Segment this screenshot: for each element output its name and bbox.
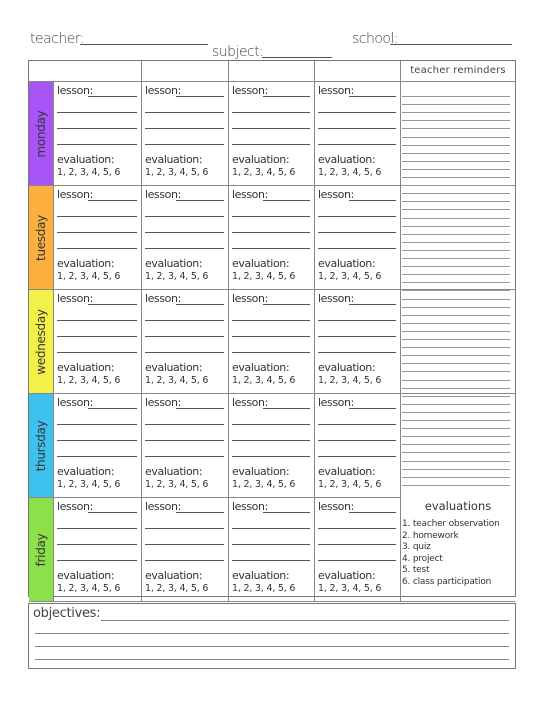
reminder-line[interactable] (402, 177, 510, 178)
lesson-field[interactable] (176, 512, 224, 513)
evaluation-scale[interactable]: 1, 2, 3, 4, 5, 6 (145, 167, 209, 178)
lesson-note-line[interactable] (57, 544, 137, 545)
lesson-note-line[interactable] (145, 232, 224, 233)
lesson-note-line[interactable] (57, 352, 137, 353)
lesson-note-line[interactable] (318, 112, 396, 113)
lesson-field[interactable] (349, 96, 396, 97)
lesson-field[interactable] (176, 200, 224, 201)
lesson-note-line[interactable] (318, 144, 396, 145)
lesson-note-line[interactable] (232, 528, 310, 529)
reminder-line[interactable] (402, 485, 510, 486)
lesson-note-line[interactable] (145, 320, 224, 321)
reminder-line[interactable] (402, 299, 510, 300)
lesson-note-line[interactable] (57, 440, 137, 441)
lesson-label: lesson: (318, 84, 354, 97)
lesson-cell (54, 290, 141, 394)
lesson-note-line[interactable] (145, 440, 224, 441)
lesson-cell (54, 82, 141, 186)
evaluation-item: 1. teacher observation (402, 519, 500, 529)
reminder-line[interactable] (402, 339, 510, 340)
lesson-note-line[interactable] (318, 216, 396, 217)
day-label-0 (29, 82, 53, 185)
lesson-note-line[interactable] (232, 248, 310, 249)
lesson-label: lesson: (145, 84, 181, 97)
lesson-note-line[interactable] (232, 440, 310, 441)
lesson-field[interactable] (88, 512, 137, 513)
lesson-note-line[interactable] (57, 128, 137, 129)
lesson-field[interactable] (263, 96, 310, 97)
lesson-field[interactable] (263, 512, 310, 513)
lesson-label: lesson: (318, 396, 354, 409)
evaluation-label: evaluation: (232, 465, 290, 478)
lesson-field[interactable] (349, 304, 396, 305)
evaluation-scale[interactable]: 1, 2, 3, 4, 5, 6 (145, 271, 209, 282)
day-name: tuesday (34, 214, 48, 261)
lesson-field[interactable] (263, 200, 310, 201)
evaluation-item: 6. class participation (402, 577, 492, 587)
lesson-cell (229, 82, 314, 186)
reminder-line[interactable] (402, 209, 510, 210)
reminder-line[interactable] (402, 112, 510, 113)
lesson-note-line[interactable] (232, 232, 310, 233)
lesson-note-line[interactable] (318, 128, 396, 129)
reminder-line[interactable] (402, 477, 510, 478)
lesson-note-line[interactable] (145, 528, 224, 529)
lesson-field[interactable] (176, 408, 224, 409)
lesson-label: lesson: (57, 84, 93, 97)
evaluation-item: 3. quiz (402, 542, 431, 553)
lesson-note-line[interactable] (57, 320, 137, 321)
reminder-line[interactable] (402, 153, 510, 154)
evaluation-label: evaluation: (318, 361, 376, 374)
lesson-field[interactable] (176, 96, 224, 97)
evaluation-label: evaluation: (57, 153, 115, 166)
reminder-line[interactable] (402, 452, 510, 453)
lesson-note-line[interactable] (57, 424, 137, 425)
lesson-field[interactable] (88, 408, 137, 409)
lesson-label: lesson: (145, 396, 181, 409)
evaluation-item: 4. project (402, 553, 443, 564)
lesson-note-line[interactable] (145, 456, 224, 457)
reminder-line[interactable] (402, 193, 510, 194)
lesson-note-line[interactable] (318, 544, 396, 545)
lesson-note-line[interactable] (318, 320, 396, 321)
lesson-field[interactable] (349, 200, 396, 201)
day-label-1 (29, 186, 53, 289)
reminder-line[interactable] (402, 96, 510, 97)
lesson-note-line[interactable] (57, 528, 137, 529)
reminder-line[interactable] (402, 266, 510, 267)
evaluation-label: evaluation: (145, 153, 203, 166)
lesson-cell (54, 498, 141, 602)
lesson-label: lesson: (232, 84, 268, 97)
reminder-line[interactable] (402, 128, 510, 129)
lesson-note-line[interactable] (145, 248, 224, 249)
reminder-line[interactable] (402, 145, 510, 146)
lesson-field[interactable] (88, 304, 137, 305)
lesson-note-line[interactable] (318, 424, 396, 425)
reminder-line[interactable] (402, 274, 510, 275)
evaluation-label: evaluation: (57, 465, 115, 478)
reminder-line[interactable] (402, 396, 510, 397)
reminder-line[interactable] (402, 469, 510, 470)
day-name: friday (34, 533, 48, 566)
reminder-line[interactable] (402, 169, 510, 170)
lesson-label: lesson: (57, 188, 93, 201)
evaluation-label: evaluation: (318, 465, 376, 478)
reminder-line[interactable] (402, 355, 510, 356)
reminder-line[interactable] (402, 388, 510, 389)
objectives-box (28, 603, 516, 669)
lesson-label: lesson: (57, 396, 93, 409)
reminders-title: teacher reminders (410, 65, 506, 76)
lesson-cell (142, 186, 228, 290)
lesson-label: lesson: (318, 188, 354, 201)
lesson-note-line[interactable] (57, 456, 137, 457)
evaluation-label: evaluation: (318, 153, 376, 166)
lesson-field[interactable] (263, 304, 310, 305)
lesson-cell (54, 186, 141, 290)
evaluation-scale[interactable]: 1, 2, 3, 4, 5, 6 (145, 583, 209, 594)
objectives-line[interactable] (35, 659, 509, 660)
evaluation-item: 2. homework (402, 530, 459, 541)
evaluation-label: evaluation: (145, 569, 203, 582)
evaluation-label: evaluation: (318, 257, 376, 270)
evaluations-legend (400, 499, 516, 519)
lesson-note-line[interactable] (232, 128, 310, 129)
lesson-label: lesson: (318, 500, 354, 513)
lesson-note-line[interactable] (318, 248, 396, 249)
evaluation-item: 5. test (402, 565, 430, 576)
lesson-note-line[interactable] (145, 424, 224, 425)
day-label-4 (29, 498, 53, 601)
reminder-line[interactable] (402, 120, 510, 121)
lesson-label: lesson: (232, 292, 268, 305)
evaluation-label: evaluation: (232, 569, 290, 582)
reminder-line[interactable] (402, 258, 510, 259)
lesson-note-line[interactable] (57, 216, 137, 217)
reminder-line[interactable] (402, 137, 510, 138)
evaluations-title: evaluations (424, 499, 492, 513)
reminder-line[interactable] (402, 282, 510, 283)
lesson-note-line[interactable] (145, 128, 224, 129)
lesson-cell (229, 186, 314, 290)
reminder-line[interactable] (402, 234, 510, 235)
lesson-label: lesson: (57, 292, 93, 305)
evaluation-label: evaluation: (232, 153, 290, 166)
evaluation-scale[interactable]: 1, 2, 3, 4, 5, 6 (232, 583, 296, 594)
evaluation-scale[interactable]: 1, 2, 3, 4, 5, 6 (232, 479, 296, 490)
lesson-note-line[interactable] (232, 560, 310, 561)
lesson-note-line[interactable] (57, 144, 137, 145)
lesson-note-line[interactable] (145, 544, 224, 545)
reminder-line[interactable] (402, 420, 510, 421)
reminder-line[interactable] (402, 444, 510, 445)
school-label: school: (352, 31, 399, 47)
evaluation-label: evaluation: (145, 361, 203, 374)
reminder-line[interactable] (402, 404, 510, 405)
lesson-note-line[interactable] (318, 528, 396, 529)
reminder-line[interactable] (402, 104, 510, 105)
reminder-line[interactable] (402, 380, 510, 381)
objectives-label: objectives: (33, 606, 101, 621)
evaluation-label: evaluation: (145, 465, 203, 478)
lesson-cell (229, 290, 314, 394)
reminders-header (400, 61, 516, 81)
lesson-note-line[interactable] (318, 352, 396, 353)
lesson-cell (229, 394, 314, 498)
lesson-note-line[interactable] (145, 144, 224, 145)
evaluation-scale[interactable]: 1, 2, 3, 4, 5, 6 (318, 167, 382, 178)
lesson-cell (54, 394, 141, 498)
lesson-label: lesson: (145, 292, 181, 305)
day-name: monday (34, 110, 48, 157)
lesson-field[interactable] (349, 408, 396, 409)
evaluation-scale[interactable]: 1, 2, 3, 4, 5, 6 (145, 375, 209, 386)
lesson-cell (315, 186, 400, 290)
lesson-label: lesson: (145, 500, 181, 513)
reminder-line[interactable] (402, 428, 510, 429)
evaluation-label: evaluation: (57, 257, 115, 270)
objectives-line[interactable] (35, 633, 509, 634)
lesson-note-line[interactable] (232, 216, 310, 217)
lesson-label: lesson: (57, 500, 93, 513)
lesson-note-line[interactable] (145, 216, 224, 217)
lesson-cell (315, 394, 400, 498)
reminder-line[interactable] (402, 412, 510, 413)
lesson-note-line[interactable] (318, 440, 396, 441)
evaluation-scale[interactable]: 1, 2, 3, 4, 5, 6 (57, 167, 121, 178)
lesson-label: lesson: (232, 188, 268, 201)
lesson-note-line[interactable] (145, 112, 224, 113)
reminder-line[interactable] (402, 315, 510, 316)
evaluation-scale[interactable]: 1, 2, 3, 4, 5, 6 (318, 583, 382, 594)
reminder-line[interactable] (402, 201, 510, 202)
evaluation-scale[interactable]: 1, 2, 3, 4, 5, 6 (318, 479, 382, 490)
reminder-line[interactable] (402, 347, 510, 348)
lesson-note-line[interactable] (145, 352, 224, 353)
lesson-note-line[interactable] (232, 456, 310, 457)
lesson-label: lesson: (232, 396, 268, 409)
evaluation-scale[interactable]: 1, 2, 3, 4, 5, 6 (145, 479, 209, 490)
evaluation-scale[interactable]: 1, 2, 3, 4, 5, 6 (318, 375, 382, 386)
teacher-label: teacher: (30, 31, 85, 47)
lesson-cell (142, 82, 228, 186)
lesson-note-line[interactable] (232, 544, 310, 545)
lesson-label: lesson: (232, 500, 268, 513)
lesson-note-line[interactable] (57, 232, 137, 233)
evaluation-scale[interactable]: 1, 2, 3, 4, 5, 6 (57, 271, 121, 282)
lesson-cell (142, 498, 228, 602)
lesson-cell (315, 82, 400, 186)
column-divider (400, 61, 401, 601)
subject-field[interactable] (262, 57, 332, 58)
lesson-cell (229, 498, 314, 602)
lesson-field[interactable] (88, 96, 137, 97)
reminder-line[interactable] (402, 161, 510, 162)
evaluation-scale[interactable]: 1, 2, 3, 4, 5, 6 (57, 583, 121, 594)
reminder-line[interactable] (402, 323, 510, 324)
lesson-cell (142, 394, 228, 498)
day-name: thursday (34, 420, 48, 471)
reminder-line[interactable] (402, 307, 510, 308)
evaluation-scale[interactable]: 1, 2, 3, 4, 5, 6 (232, 167, 296, 178)
school-field[interactable] (390, 44, 512, 45)
lesson-field[interactable] (349, 512, 396, 513)
lesson-note-line[interactable] (57, 248, 137, 249)
reminder-line[interactable] (402, 218, 510, 219)
planner-grid (28, 60, 516, 597)
lesson-note-line[interactable] (57, 112, 137, 113)
reminder-line[interactable] (402, 331, 510, 332)
lesson-cell (142, 290, 228, 394)
reminder-line[interactable] (402, 250, 510, 251)
lesson-cell (315, 290, 400, 394)
reminder-line[interactable] (402, 461, 510, 462)
reminder-line[interactable] (402, 226, 510, 227)
objectives-line[interactable] (35, 646, 509, 647)
lesson-note-line[interactable] (232, 320, 310, 321)
lesson-note-line[interactable] (232, 336, 310, 337)
lesson-note-line[interactable] (57, 560, 137, 561)
evaluation-scale[interactable]: 1, 2, 3, 4, 5, 6 (232, 271, 296, 282)
lesson-note-line[interactable] (145, 560, 224, 561)
day-name: wednesday (34, 308, 48, 375)
day-label-3 (29, 394, 53, 497)
evaluation-label: evaluation: (57, 361, 115, 374)
evaluation-label: evaluation: (232, 361, 290, 374)
evaluation-label: evaluation: (57, 569, 115, 582)
reminder-line[interactable] (402, 363, 510, 364)
lesson-note-line[interactable] (318, 456, 396, 457)
lesson-label: lesson: (145, 188, 181, 201)
evaluation-scale[interactable]: 1, 2, 3, 4, 5, 6 (232, 375, 296, 386)
subject-label: subject: (212, 44, 264, 60)
lesson-note-line[interactable] (57, 336, 137, 337)
lesson-label: lesson: (318, 292, 354, 305)
lesson-note-line[interactable] (232, 144, 310, 145)
lesson-note-line[interactable] (318, 336, 396, 337)
evaluation-label: evaluation: (232, 257, 290, 270)
lesson-note-line[interactable] (232, 112, 310, 113)
evaluation-label: evaluation: (318, 569, 376, 582)
lesson-cell (315, 498, 400, 602)
lesson-note-line[interactable] (232, 424, 310, 425)
reminder-line[interactable] (402, 290, 510, 291)
lesson-field[interactable] (88, 200, 137, 201)
lesson-note-line[interactable] (232, 352, 310, 353)
objectives-line[interactable] (101, 620, 509, 621)
lesson-note-line[interactable] (145, 336, 224, 337)
day-label-2 (29, 290, 53, 393)
evaluation-scale[interactable]: 1, 2, 3, 4, 5, 6 (318, 271, 382, 282)
evaluation-label: evaluation: (145, 257, 203, 270)
evaluation-scale[interactable]: 1, 2, 3, 4, 5, 6 (57, 375, 121, 386)
reminder-line[interactable] (402, 371, 510, 372)
lesson-field[interactable] (263, 408, 310, 409)
reminder-line[interactable] (402, 242, 510, 243)
lesson-field[interactable] (176, 304, 224, 305)
evaluation-scale[interactable]: 1, 2, 3, 4, 5, 6 (57, 479, 121, 490)
lesson-note-line[interactable] (318, 560, 396, 561)
teacher-field[interactable] (80, 44, 208, 45)
reminder-line[interactable] (402, 436, 510, 437)
lesson-note-line[interactable] (318, 232, 396, 233)
reminder-line[interactable] (402, 185, 510, 186)
